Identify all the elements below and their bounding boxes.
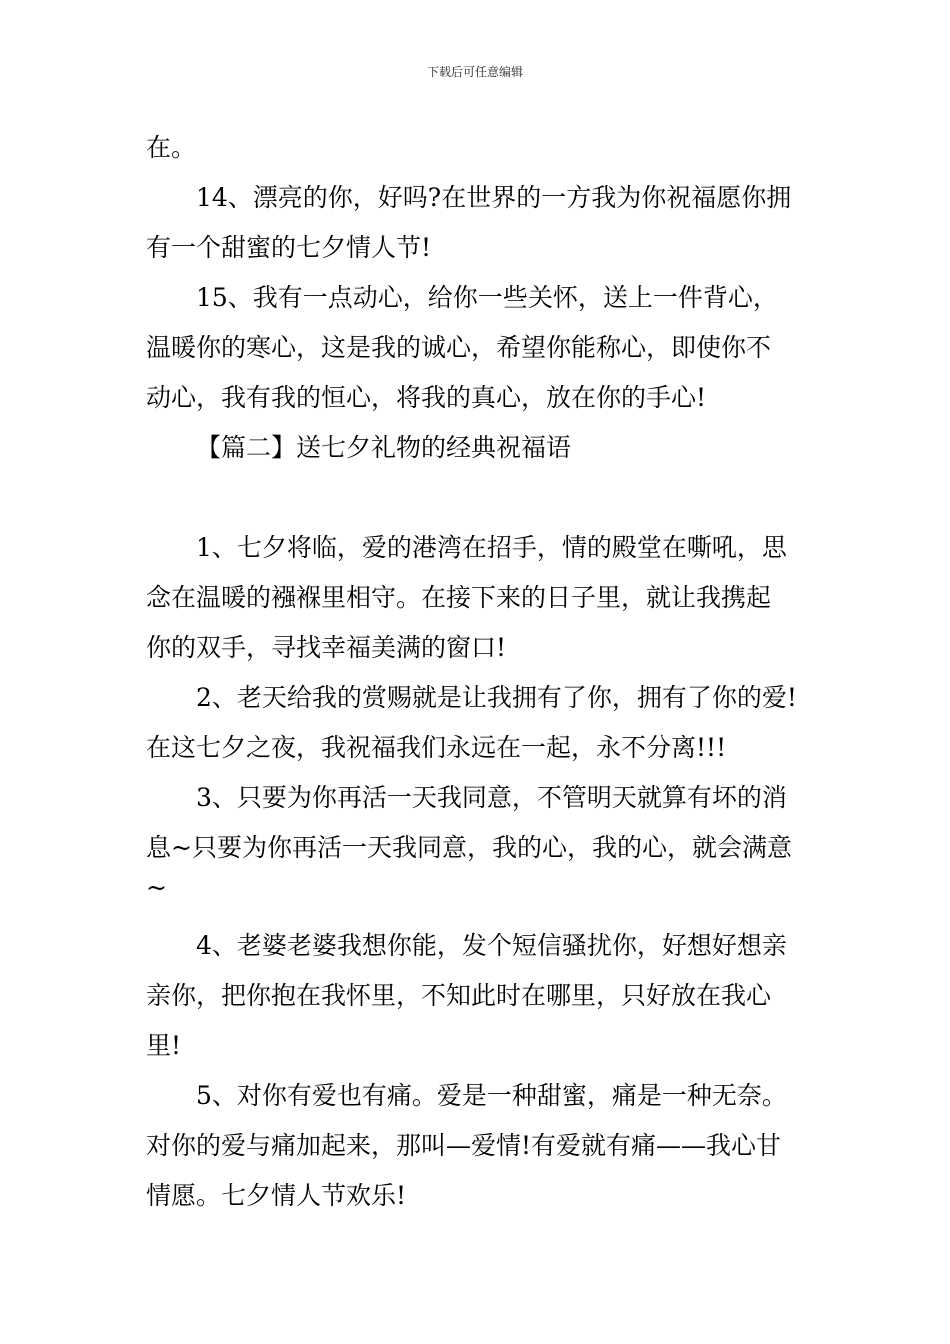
paragraph-line: 里! <box>146 1031 182 1060</box>
section-heading: 【篇二】送七夕礼物的经典祝福语 <box>196 433 572 462</box>
paragraph-line: 念在温暖的襁褓里相守。在接下来的日子里，就让我携起 <box>146 583 772 612</box>
paragraph-line: 在这七夕之夜，我祝福我们永远在一起，永不分离!!! <box>146 733 727 762</box>
paragraph-line: 情愿。七夕情人节欢乐! <box>146 1181 407 1210</box>
paragraph-line: ~ <box>146 873 167 902</box>
paragraph-line: 2、老天给我的赏赐就是让我拥有了你，拥有了你的爱! <box>196 683 797 712</box>
paragraph-line: 动心，我有我的恒心，将我的真心，放在你的手心! <box>146 383 707 412</box>
page-header-note: 下载后可任意编辑 <box>426 65 523 79</box>
paragraph-line: 4、老婆老婆我想你能，发个短信骚扰你，好想好想亲 <box>196 931 787 960</box>
paragraph-line: 你的双手，寻找幸福美满的窗口! <box>146 633 507 662</box>
paragraph-line: 15、我有一点动心，给你一些关怀，送上一件背心， <box>196 283 778 312</box>
paragraph-line: 温暖你的寒心，这是我的诚心，希望你能称心，即使你不 <box>146 333 772 362</box>
paragraph-line: 对你的爱与痛加起来，那叫—爱情!有爱就有痛——我心甘 <box>146 1131 782 1160</box>
paragraph-line: 在。 <box>146 133 197 162</box>
paragraph-line: 14、漂亮的你，好吗?在世界的一方我为你祝福愿你拥 <box>196 183 792 212</box>
paragraph-line: 5、对你有爱也有痛。爱是一种甜蜜，痛是一种无奈。 <box>196 1081 787 1110</box>
paragraph-line: 有一个甜蜜的七夕情人节! <box>146 233 432 262</box>
paragraph-line: 息~只要为你再活一天我同意，我的心，我的心，就会满意 <box>146 833 792 862</box>
paragraph-line: 3、只要为你再活一天我同意，不管明天就算有坏的消 <box>196 783 787 812</box>
paragraph-line: 1、七夕将临，爱的港湾在招手，情的殿堂在嘶吼，思 <box>196 533 787 562</box>
paragraph-line: 亲你，把你抱在我怀里，不知此时在哪里，只好放在我心 <box>146 981 772 1010</box>
